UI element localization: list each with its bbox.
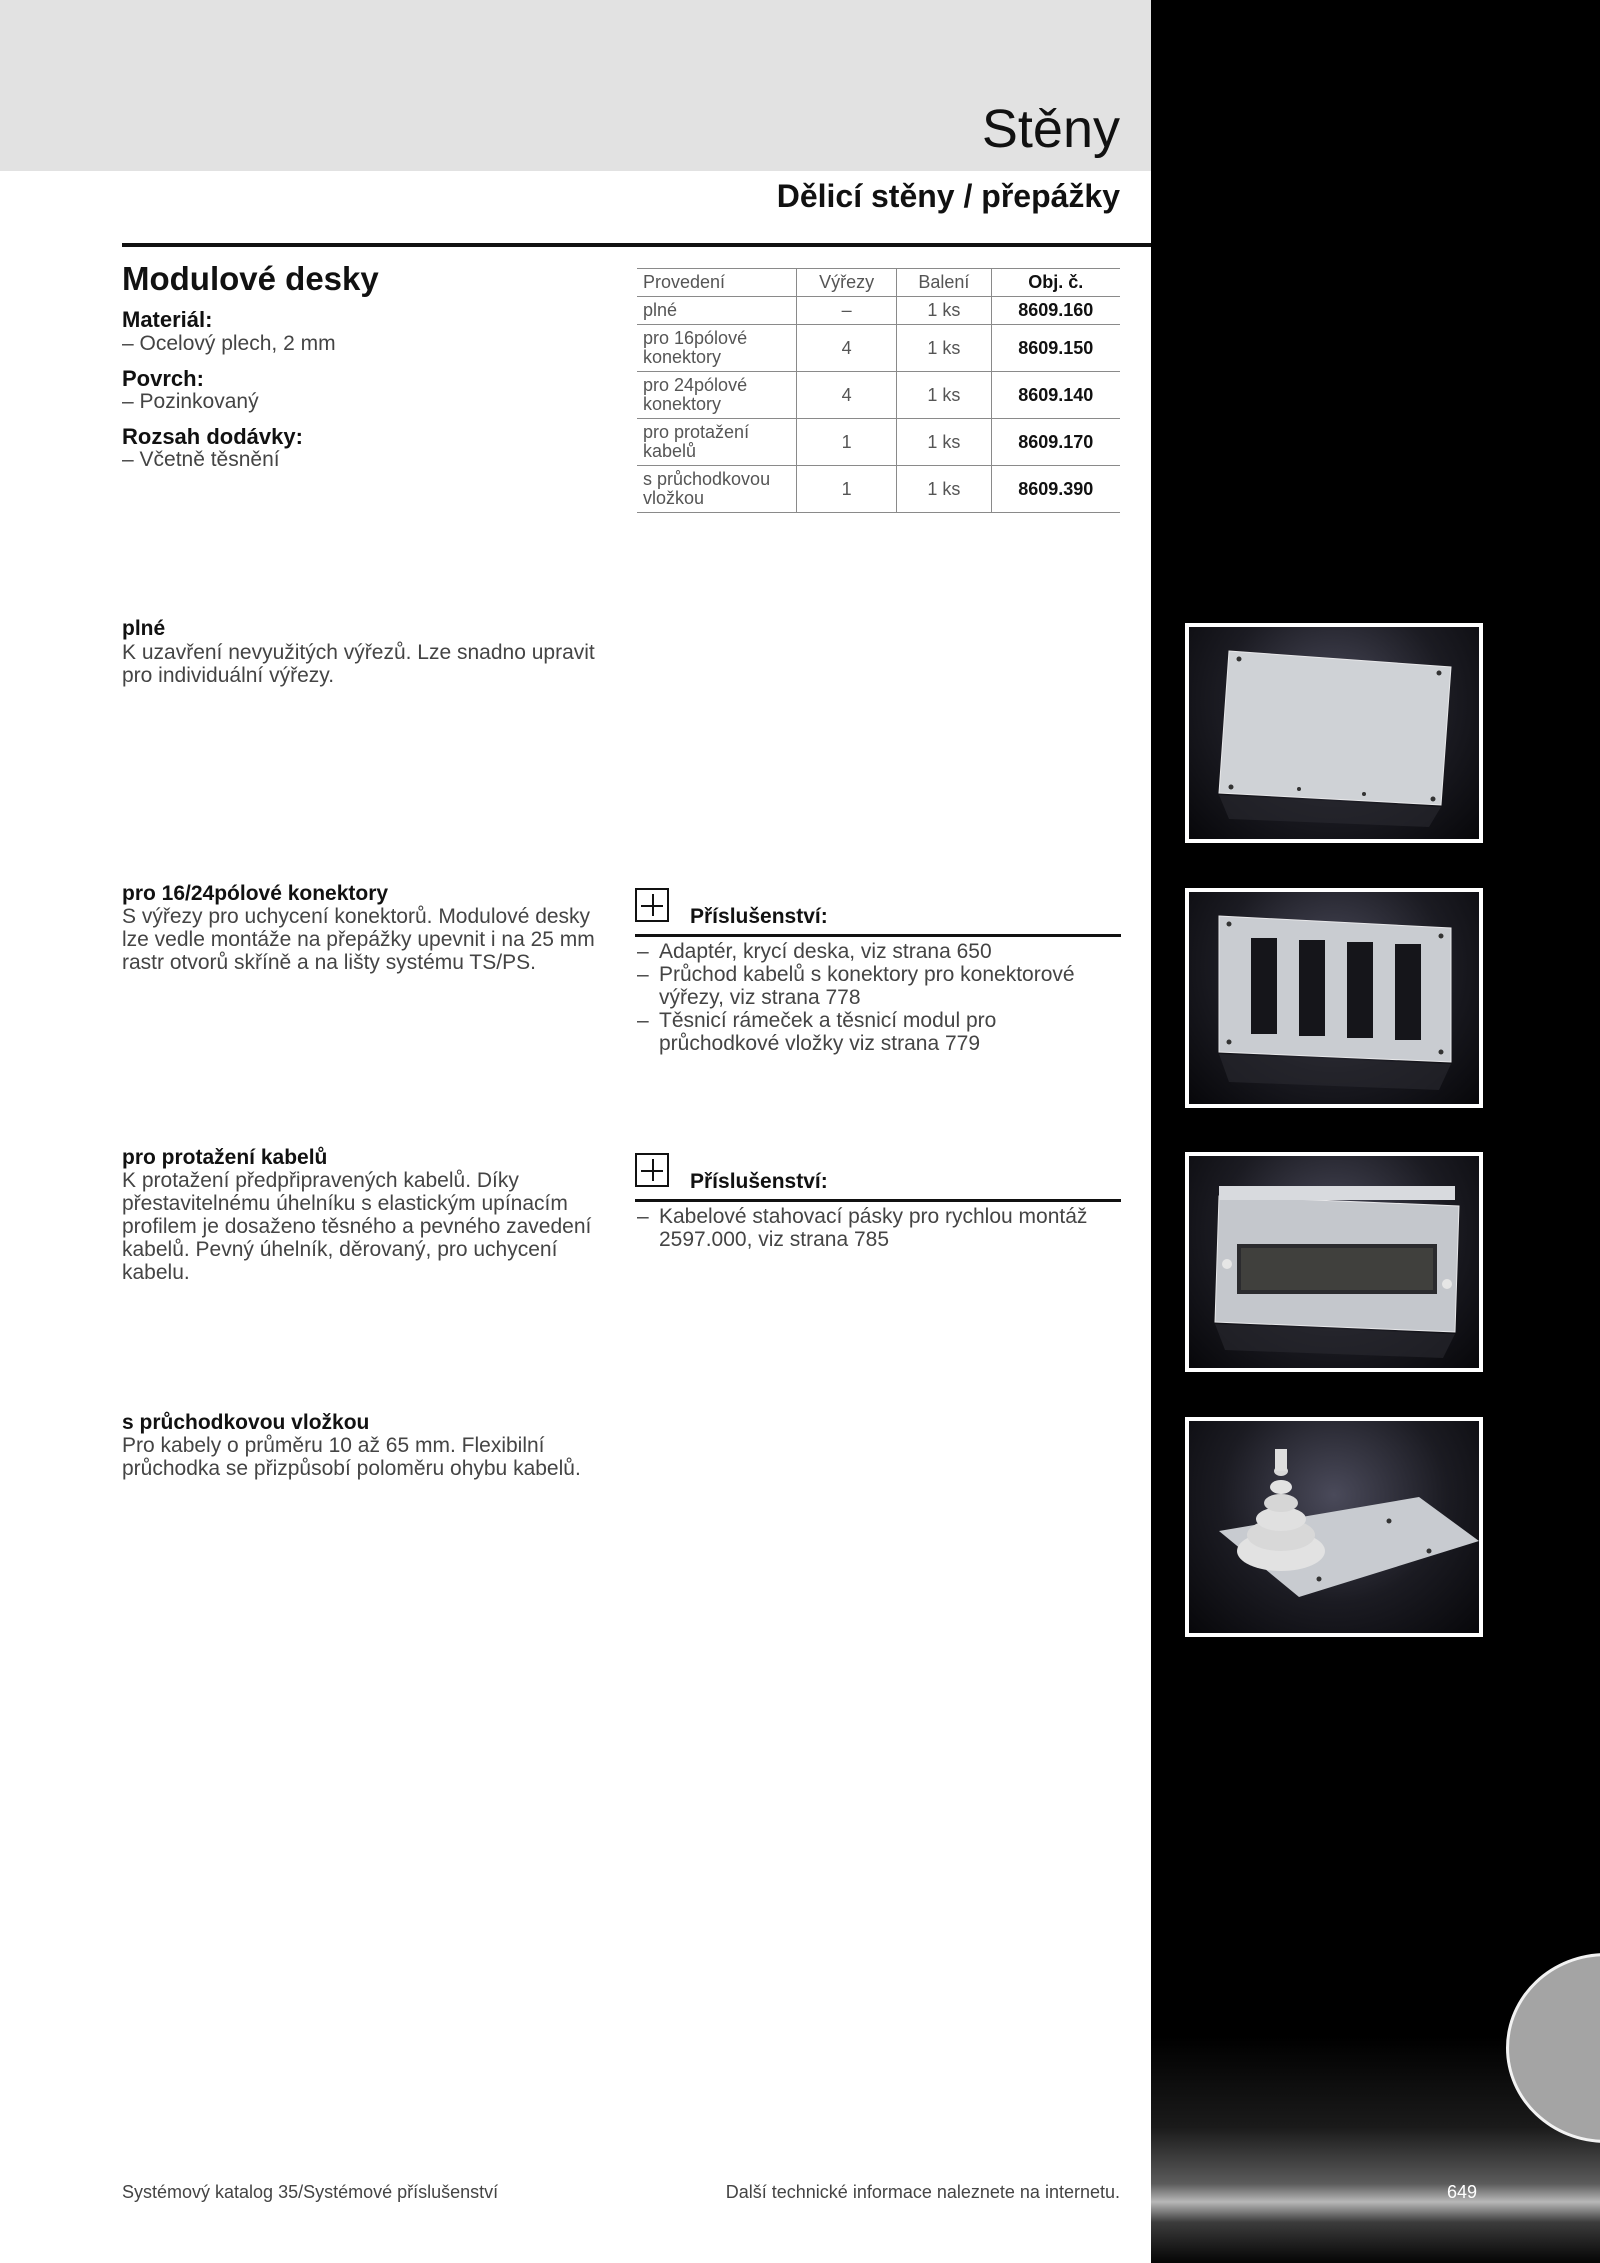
table-row: [637, 419, 1120, 466]
cell-order-no: 8609.390: [991, 466, 1120, 513]
table-row: [637, 325, 1120, 372]
accessories-label: Příslušenství:: [690, 905, 828, 928]
cell-pack: 1 ks: [897, 325, 991, 372]
accessories-header: [635, 888, 1121, 937]
cell-cutouts: 1: [797, 466, 897, 513]
col-header-cutouts: Výřezy: [797, 269, 897, 297]
spec-value-delivery: – Včetně těsnění: [122, 448, 280, 471]
cell-pack: 1 ks: [897, 297, 991, 325]
list-item: – Průchod kabelů s konektory pro konektorové výřezy, viz strana 778: [637, 963, 1117, 1009]
col-header-variant: Provedení: [637, 269, 797, 297]
spec-value-surface: – Pozinkovaný: [122, 390, 259, 413]
page-number: 649: [1447, 2182, 1478, 2202]
header-band: [0, 0, 1151, 171]
cell-variant: s průchodkovou vložkou: [637, 466, 797, 513]
product-photo-connector: [1185, 888, 1483, 1108]
plus-icon: [635, 1153, 669, 1187]
variant-text-connector: S výřezy pro uchycení konektorů. Modulové desky lze vedle montáže na přepážky upevnit i na 25 mm rastr otvorů skříně a na lišty systému TS/PS.: [122, 905, 595, 974]
spec-value-material: – Ocelový plech, 2 mm: [122, 332, 336, 355]
cell-cutouts: 4: [797, 325, 897, 372]
cell-pack: 1 ks: [897, 466, 991, 513]
table-row: [637, 372, 1120, 419]
variant-title-cable-entry: pro protažení kabelů: [122, 1146, 328, 1169]
cell-cutouts: 1: [797, 419, 897, 466]
plus-icon: [635, 888, 669, 922]
product-photo-cable-entry: [1185, 1152, 1483, 1372]
section-title: Stěny: [981, 99, 1120, 159]
table-header-row: [637, 269, 1120, 297]
footer-info: Další technické informace naleznete na internetu.: [725, 2182, 1120, 2202]
product-photo-solid: [1185, 623, 1483, 843]
cell-cutouts: 4: [797, 372, 897, 419]
table-row: [637, 466, 1120, 513]
variant-text-solid: K uzavření nevyužitých výřezů. Lze snadno upravit pro individuální výřezy.: [122, 641, 595, 687]
list-item: – Kabelové stahovací pásky pro rychlou montáž 2597.000, viz strana 785: [637, 1205, 1117, 1251]
col-header-pack: Balení: [897, 269, 991, 297]
cell-order-no: 8609.150: [991, 325, 1120, 372]
subsection-title: Dělicí stěny / přepážky: [776, 178, 1120, 214]
table-row: [637, 297, 1120, 325]
header-divider: [122, 243, 1151, 247]
cell-order-no: 8609.160: [991, 297, 1120, 325]
accessories-label: Příslušenství:: [690, 1170, 828, 1193]
footer-catalog-name: Systémový katalog 35/Systémové příslušenství: [122, 2182, 499, 2202]
side-panel: [1151, 0, 1600, 2263]
variant-text-cable-entry: K protažení předpřipravených kabelů. Díky přestavitelnému úhelníku s elastickým upínacím profilem je dosaženo těsného a pevného zavedení kabelů. Pevný úhelník, děrovaný, pro uchycení kabelu.: [122, 1169, 592, 1284]
cell-variant: pro 16pólové konektory: [637, 325, 797, 372]
accessories-header: [635, 1153, 1121, 1202]
spec-label-delivery: Rozsah dodávky:: [122, 424, 303, 449]
cell-variant: pro 24pólové konektory: [637, 372, 797, 419]
cell-order-no: 8609.140: [991, 372, 1120, 419]
cell-variant: plné: [637, 297, 797, 325]
cell-pack: 1 ks: [897, 372, 991, 419]
variant-text-grommet: Pro kabely o průměru 10 až 65 mm. Flexibilní průchodka se přizpůsobí poloměru ohybu kabelů.: [122, 1434, 581, 1480]
accessories-list: [637, 1205, 1117, 1251]
cell-cutouts: –: [797, 297, 897, 325]
variant-title-connector: pro 16/24pólové konektory: [122, 882, 389, 905]
product-title: Modulové desky: [122, 260, 379, 297]
accessories-list: [637, 940, 1117, 1055]
spec-label-surface: Povrch:: [122, 366, 204, 391]
list-item: – Těsnicí rámeček a těsnicí modul pro průchodkové vložky viz strana 779: [637, 1009, 1117, 1055]
cell-pack: 1 ks: [897, 419, 991, 466]
cell-variant: pro protažení kabelů: [637, 419, 797, 466]
spec-label-material: Materiál:: [122, 307, 213, 332]
list-item: – Adaptér, krycí deska, viz strana 650: [637, 940, 1117, 963]
product-photo-grommet: [1185, 1417, 1483, 1637]
variant-title-solid: plné: [122, 617, 166, 640]
order-table: [637, 268, 1120, 513]
variant-title-grommet: s průchodkovou vložkou: [122, 1411, 370, 1434]
cell-order-no: 8609.170: [991, 419, 1120, 466]
col-header-order-no: Obj. č.: [991, 269, 1120, 297]
